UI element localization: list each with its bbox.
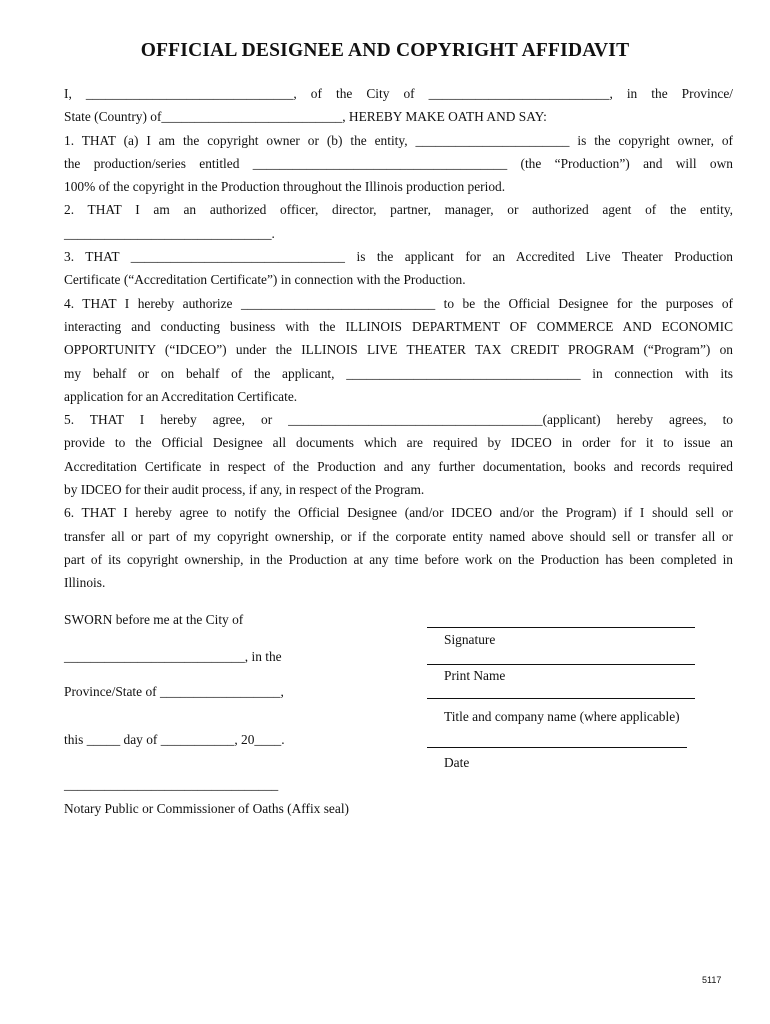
print-name-line	[427, 664, 695, 665]
affidavit-body	[64, 82, 733, 595]
clause-5-line-2: provide to the Official Designee all documents which are required by IDCEO in order for it to issue an	[64, 435, 733, 451]
sworn-city-line: SWORN before me at the City of	[64, 612, 244, 627]
clause-4-line-1: 4. THAT I hereby authorize _____________________________ to be the Official Designee for the purposes of	[64, 295, 733, 311]
sworn-date-line: this _____ day of ___________, 20____.	[64, 732, 285, 747]
clause-5-line-1: 5. THAT I hereby agree, or ______________________________________(applicant) hereby agrees, to	[64, 412, 733, 428]
clause-2-line-2: _______________________________.	[64, 225, 275, 241]
notary-signature-line: ________________________________	[64, 777, 279, 792]
clause-3-line-2: Certificate (“Accreditation Certificate”) in connection with the Production.	[64, 272, 466, 288]
clause-4-line-5: application for an Accreditation Certificate.	[64, 388, 298, 404]
date-line	[427, 747, 687, 748]
title-label: Title and company name (where applicable)	[444, 709, 680, 724]
sworn-province-line: Province/State of __________________,	[64, 684, 284, 699]
signature-line	[427, 627, 695, 628]
clause-5-line-4: by IDCEO for their audit process, if any, in respect of the Program.	[64, 482, 425, 498]
date-label: Date	[444, 755, 470, 770]
clause-4-line-2: interacting and conducting business with the ILLINOIS DEPARTMENT OF COMMERCE AND ECONOMIC	[64, 318, 733, 334]
sworn-city-blank: ___________________________, in the	[64, 649, 282, 664]
clause-6-line-3: part of its copyright ownership, in the Production at any time before work on the Production has been completed in	[64, 551, 733, 567]
notary-label: Notary Public or Commissioner of Oaths (Affix seal)	[64, 801, 350, 816]
clause-6-line-1: 6. THAT I hereby agree to notify the Official Designee (and/or IDCEO and/or the Program) if I should sell or	[64, 505, 733, 521]
oath-intro-line-2: State (Country) of___________________________, HEREBY MAKE OATH AND SAY:	[64, 109, 547, 125]
oath-intro-line-1: I, _______________________________, of the City of ___________________________, in the Province/	[64, 86, 733, 101]
clause-6-line-2: transfer all or part of my copyright ownership, or if the corporate entity named above should sell or transfer all or	[64, 528, 733, 544]
clause-2-line-1: 2. THAT I am an authorized officer, director, partner, manager, or authorized agent of the entity,	[64, 202, 733, 218]
clause-1-line-3: 100% of the copyright in the Production throughout the Illinois production period.	[64, 179, 506, 195]
page-number: 5117	[702, 975, 722, 985]
print-name-label: Print Name	[444, 668, 506, 683]
document-title: OFFICIAL DESIGNEE AND COPYRIGHT AFFIDAVIT	[140, 40, 630, 61]
clause-1-line-2: the production/series entitled ______________________________________ (the “Production”) and will own	[64, 155, 733, 171]
clause-4-line-3: OPPORTUNITY (“IDCEO”) under the ILLINOIS LIVE THEATER TAX CREDIT PROGRAM (“Program”) on	[64, 342, 733, 358]
clause-3-line-1: 3. THAT ________________________________ is the applicant for an Accredited Live Theater Production	[64, 249, 733, 265]
clause-6-line-4: Illinois.	[64, 575, 106, 591]
clause-5-line-3: Accreditation Certificate in respect of the Production and any further documentation, books and records required	[64, 458, 733, 474]
signature-label: Signature	[444, 632, 496, 647]
clause-4-line-4: my behalf or on behalf of the applicant, ___________________________________ in connection with its	[64, 365, 733, 381]
clause-1-line-1: 1. THAT (a) I am the copyright owner or (b) the entity, _______________________ is the copyright owner, of	[64, 132, 733, 148]
title-line	[427, 698, 695, 699]
